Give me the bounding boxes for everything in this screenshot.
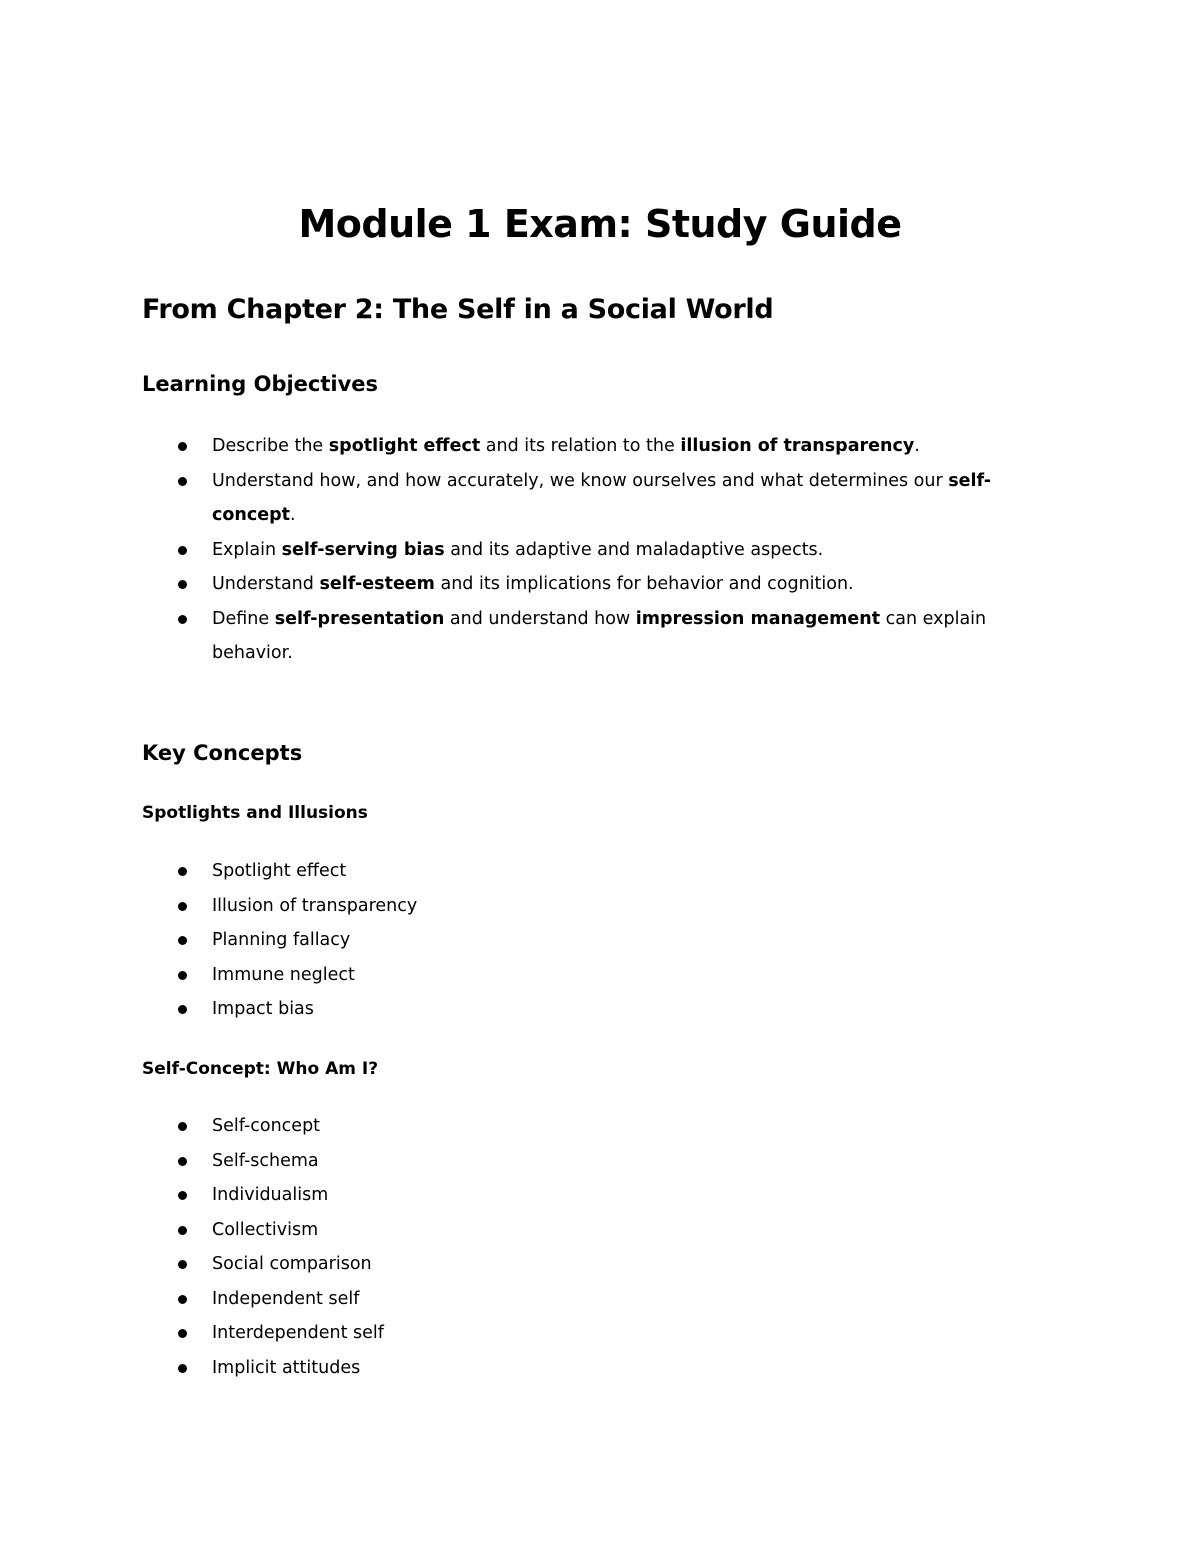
bullet-icon xyxy=(178,1329,187,1338)
item-text: Collectivism xyxy=(212,1219,319,1240)
document-title: Module 1 Exam: Study Guide xyxy=(298,202,902,246)
bullet-icon xyxy=(178,1295,187,1304)
item-text: and its adaptive and maladaptive aspects. xyxy=(444,539,824,560)
item-text: Independent self xyxy=(212,1288,360,1309)
item-text: and understand how xyxy=(444,608,636,629)
list-item xyxy=(176,1144,1036,1179)
chapter-heading: From Chapter 2: The Self in a Social World xyxy=(142,294,774,325)
item-text: Planning fallacy xyxy=(212,930,351,950)
bullet-icon xyxy=(178,1122,187,1131)
section-heading-self-concept: Self-Concept: Who Am I? xyxy=(142,1059,379,1079)
list-item xyxy=(176,1351,1036,1386)
item-term: self-presentation xyxy=(274,608,445,629)
self-concept-list xyxy=(176,1109,1036,1385)
item-text: Describe the xyxy=(212,436,329,456)
bullet-icon xyxy=(178,1005,187,1014)
bullet-icon xyxy=(178,902,187,911)
list-item xyxy=(176,958,1036,993)
list-item xyxy=(176,429,1036,464)
item-text: Individualism xyxy=(212,1185,329,1205)
item-text: Social comparison xyxy=(212,1254,372,1274)
list-item xyxy=(176,602,1036,671)
learning-objectives-heading: Learning Objectives xyxy=(142,372,379,396)
bullet-icon xyxy=(178,971,187,980)
bullet-icon xyxy=(178,477,187,486)
item-text: Define xyxy=(212,608,275,629)
item-term: illusion of transparency xyxy=(680,436,915,456)
learning-objectives-list xyxy=(176,429,1036,671)
item-text: Self-concept xyxy=(212,1116,321,1136)
item-text: Spotlight effect xyxy=(212,861,347,881)
bullet-icon xyxy=(178,580,187,589)
bullet-icon xyxy=(178,1157,187,1166)
item-term: self-concept xyxy=(212,470,992,525)
item-text: Impact bias xyxy=(212,999,314,1019)
spotlights-list xyxy=(176,854,1036,1027)
list-item xyxy=(176,992,1036,1027)
item-text: . xyxy=(914,436,920,456)
list-item xyxy=(176,1178,1036,1213)
list-item xyxy=(176,567,1036,602)
bullet-icon xyxy=(178,1364,187,1373)
item-text: . xyxy=(290,505,296,525)
item-text: can explain behavior. xyxy=(212,608,987,663)
item-term: self-esteem xyxy=(319,574,435,594)
list-item xyxy=(176,854,1036,889)
item-text: Understand how, and how accurately, we know ourselves and what determines our xyxy=(212,470,949,491)
item-text: and its relation to the xyxy=(480,436,681,456)
section-heading-spotlights: Spotlights and Illusions xyxy=(142,803,368,823)
list-item xyxy=(176,889,1036,924)
item-text: Understand xyxy=(212,574,320,594)
bullet-icon xyxy=(178,1191,187,1200)
bullet-icon xyxy=(178,442,187,451)
key-concepts-heading: Key Concepts xyxy=(142,741,303,765)
item-text: Interdependent self xyxy=(212,1323,384,1343)
item-text: Self-schema xyxy=(212,1150,319,1171)
list-item xyxy=(176,1247,1036,1282)
item-term: spotlight effect xyxy=(328,436,481,456)
item-term: impression management xyxy=(635,608,881,629)
list-item xyxy=(176,533,1036,568)
bullet-icon xyxy=(178,546,187,555)
item-text: Immune neglect xyxy=(212,964,355,985)
list-item xyxy=(176,1316,1036,1351)
bullet-icon xyxy=(178,867,187,876)
list-item xyxy=(176,1282,1036,1317)
item-text: Explain xyxy=(212,539,282,560)
item-text: Illusion of transparency xyxy=(212,895,418,916)
list-item xyxy=(176,464,1036,533)
bullet-icon xyxy=(178,615,187,624)
list-item xyxy=(176,1213,1036,1248)
item-text: and its implications for behavior and cognition. xyxy=(434,574,854,594)
list-item xyxy=(176,1109,1036,1144)
bullet-icon xyxy=(178,1260,187,1269)
bullet-icon xyxy=(178,936,187,945)
list-item xyxy=(176,923,1036,958)
item-term: self-serving bias xyxy=(281,539,445,560)
item-text: Implicit attitudes xyxy=(212,1357,361,1378)
bullet-icon xyxy=(178,1226,187,1235)
